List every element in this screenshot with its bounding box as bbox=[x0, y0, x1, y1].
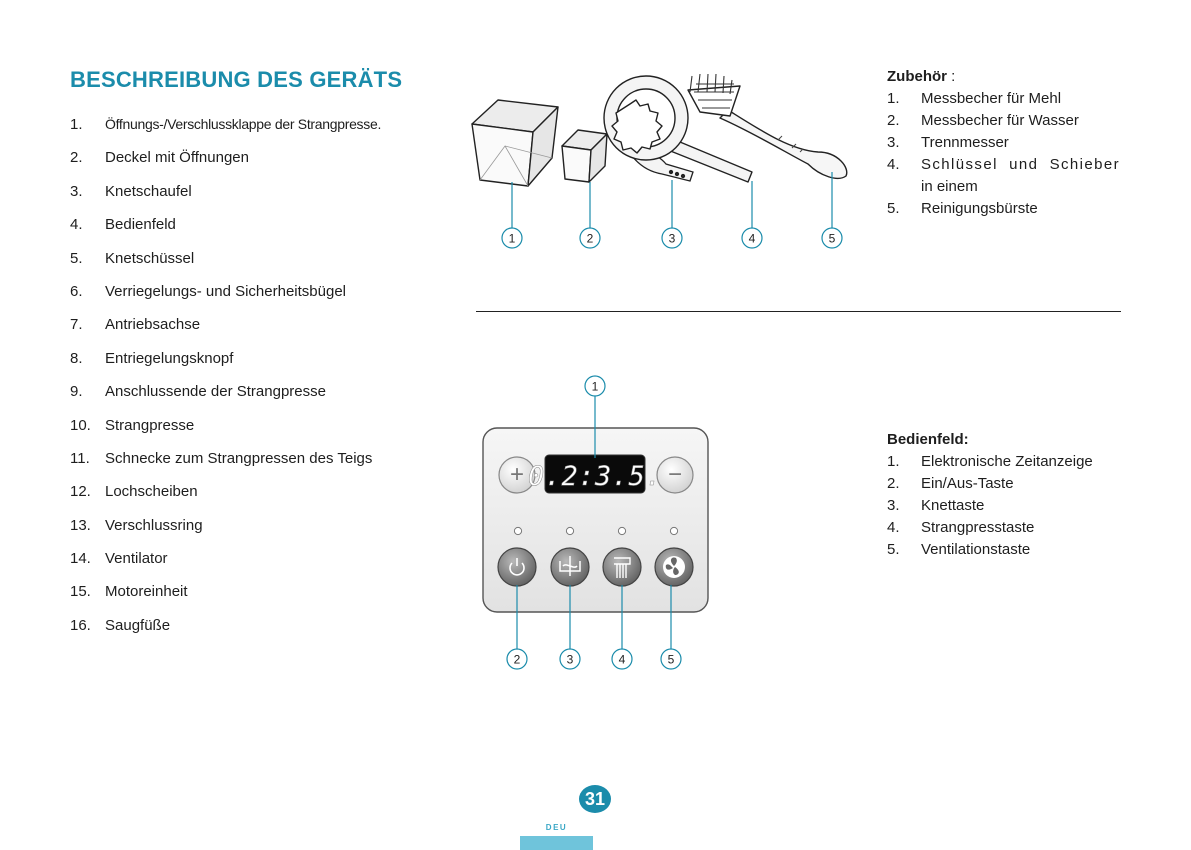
panel-callout-3-label: 3 bbox=[566, 652, 574, 667]
minus-icon: − bbox=[667, 461, 683, 488]
list-item: 4. Strangpresstaste bbox=[887, 519, 1035, 536]
power-button[interactable] bbox=[498, 548, 536, 586]
callout-3-label: 3 bbox=[668, 231, 676, 246]
panel-callout-5-label: 5 bbox=[667, 652, 675, 667]
indicator-light bbox=[670, 527, 677, 534]
flour-cup-icon bbox=[472, 100, 558, 186]
list-item: 1. Elektronische Zeitanzeige bbox=[887, 453, 1093, 470]
extrude-button[interactable] bbox=[603, 548, 641, 586]
list-item: 5. Reinigungsbürste bbox=[887, 200, 1038, 217]
plus-icon: + bbox=[509, 461, 525, 488]
accessories-section: Zubehör : 1. Messbecher für Mehl 2. Messbecher für Wasser 3. Trennmesser 4. Schlüssel und Schieber in einem 5. Reinigungsbürste bbox=[887, 66, 1120, 220]
list-item: 4. Schlüssel und Schieber bbox=[887, 156, 1120, 173]
page-title: BESCHREIBUNG DES GERÄTS bbox=[70, 67, 403, 92]
language-bar bbox=[520, 836, 593, 850]
knead-button[interactable] bbox=[551, 548, 589, 586]
indicator-light bbox=[618, 527, 625, 534]
time-display-value: 0.2:3.5. bbox=[527, 461, 663, 492]
callout-1-label: 1 bbox=[508, 231, 516, 246]
list-item: 2. Messbecher für Wasser bbox=[887, 112, 1079, 129]
panel-callout-1-label: 1 bbox=[591, 379, 599, 394]
panel-callout-4-label: 4 bbox=[618, 652, 626, 667]
callout-2-label: 2 bbox=[586, 231, 594, 246]
list-item: 1. Messbecher für Mehl bbox=[887, 90, 1062, 107]
accessories-heading: Zubehör bbox=[887, 68, 947, 85]
fan-button[interactable] bbox=[655, 548, 693, 586]
control-panel-heading: Bedienfeld: bbox=[887, 431, 969, 448]
list-item: 5. Ventilationstaste bbox=[887, 541, 1031, 558]
page-number: 31 bbox=[579, 785, 611, 813]
panel-callout-2-label: 2 bbox=[513, 652, 521, 667]
list-item: in einem bbox=[921, 178, 978, 195]
indicator-light bbox=[566, 527, 573, 534]
language-label: DEU bbox=[545, 823, 568, 832]
callout-4-label: 4 bbox=[748, 231, 756, 246]
indicator-light bbox=[514, 527, 521, 534]
list-item: 3. Knettaste bbox=[887, 497, 985, 514]
list-item: 3. Trennmesser bbox=[887, 134, 1009, 151]
callout-5-label: 5 bbox=[828, 231, 836, 246]
water-cup-icon bbox=[562, 130, 607, 182]
list-item: 2. Ein/Aus-Taste bbox=[887, 475, 1014, 492]
